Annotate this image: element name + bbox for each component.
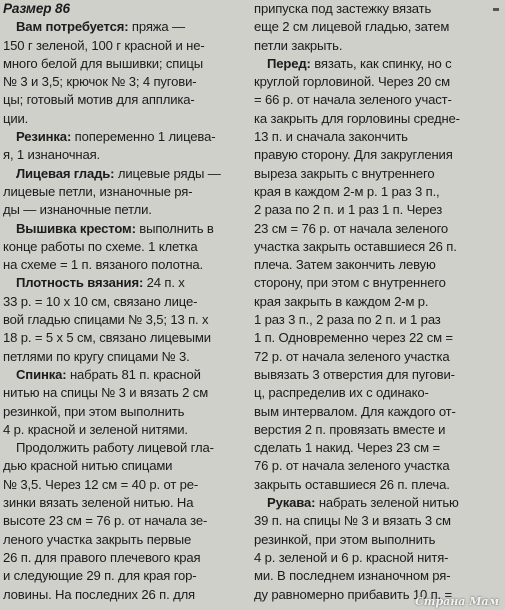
line-text: и следующие 29 п. для края гор-	[3, 568, 197, 584]
line-text: ды — изнаночные петли.	[3, 202, 152, 218]
line-text: сторону, при этом с внутреннего	[254, 275, 446, 291]
line-text: петли закрыть.	[254, 37, 343, 53]
text-line	[3, 457, 246, 475]
text-line	[3, 110, 246, 128]
text-line	[3, 421, 246, 439]
line-text: припуска под застежку вязать	[254, 1, 432, 16]
text-line	[254, 567, 500, 585]
line-text: петлями по кругу спицами № 3.	[3, 348, 190, 364]
line-text: 18 р. = 5 х 5 см, связано лицевыми	[3, 330, 211, 346]
line-text: 4 р. красной и зеленой нитями.	[3, 421, 188, 437]
line-text: пряжа —	[128, 19, 185, 35]
text-line	[3, 494, 246, 512]
line-text: = 66 р. от начала зеленого участ-	[254, 92, 452, 108]
text-line	[254, 238, 500, 256]
section-heading: Лицевая гладь:	[16, 165, 115, 181]
line-text: конце работы по схеме. 1 клетка	[3, 238, 198, 254]
line-text: набрать зеленой нитью	[315, 495, 459, 511]
text-line	[254, 348, 500, 366]
line-text: выполнить в	[135, 220, 214, 236]
text-line	[3, 183, 246, 201]
text-line	[254, 384, 500, 402]
text-line	[254, 329, 500, 347]
text-line	[3, 329, 246, 347]
line-text: верстия 2 п. провязать вместе и	[254, 421, 446, 437]
section-heading: Спинка:	[16, 366, 67, 382]
text-line	[3, 0, 246, 18]
text-line	[3, 293, 246, 311]
line-text: цы; готовый мотив для апплика-	[3, 92, 195, 108]
line-text: лицевые ряды —	[114, 165, 221, 181]
text-line	[3, 476, 246, 494]
text-line	[3, 256, 246, 274]
line-text: № 3 и 3,5; крючок № 3; 4 пугови-	[3, 74, 197, 90]
text-line	[3, 201, 246, 219]
line-text: 39 п. на спицы № 3 и вязать 3 см	[254, 513, 451, 529]
text-line	[254, 73, 500, 91]
line-text: 26 п. для правого плечевого края	[3, 549, 201, 565]
text-line	[3, 128, 246, 146]
text-line	[254, 274, 500, 292]
text-line	[254, 366, 500, 384]
text-line	[254, 91, 500, 109]
text-line	[254, 220, 500, 238]
line-text: резинкой, при этом выполнить	[3, 403, 185, 419]
text-line	[3, 146, 246, 164]
line-text: 4 р. зеленой и 6 р. красной нитя-	[254, 549, 449, 565]
line-text: ду равномерно прибавить 10 п. =	[254, 586, 453, 602]
text-line	[3, 403, 246, 421]
text-line	[254, 183, 500, 201]
section-heading: Плотность вязания:	[16, 275, 144, 291]
line-text: закрыть оставшиеся 26 п. плеча.	[254, 476, 450, 492]
text-line	[254, 457, 500, 475]
line-text: высоте 23 см = 76 р. от начала зе-	[3, 513, 208, 529]
corner-mark	[493, 8, 499, 11]
line-text: края в каждом 2-м р. 1 раз 3 п.,	[254, 183, 440, 199]
line-text: ми. В последнем изнаночном ря-	[254, 568, 451, 584]
text-line	[254, 512, 500, 530]
watermark: Страна Мам	[415, 595, 499, 608]
text-line	[3, 238, 246, 256]
line-text: дью красной нитью спицами	[3, 458, 173, 474]
line-text: леного участка закрыть первые	[3, 531, 192, 547]
line-text: № 3,5. Через 12 см = 40 р. от ре-	[3, 476, 199, 492]
line-text: 72 р. от начала зеленого участка	[254, 348, 450, 364]
text-line	[254, 128, 500, 146]
line-text: 1 п. Одновременно через 22 см =	[254, 330, 453, 346]
line-text: нитью на спицы № 3 и вязать 2 см	[3, 385, 209, 401]
text-line	[254, 165, 500, 183]
text-line	[254, 403, 500, 421]
section-heading: Перед:	[267, 55, 311, 71]
line-text: попеременно 1 лицева-	[71, 129, 216, 145]
text-line	[254, 55, 500, 73]
text-line	[3, 512, 246, 530]
section-heading: Вышивка крестом:	[16, 220, 136, 236]
line-text: вой гладью спицами № 3,5; 13 п. х	[3, 312, 209, 328]
line-text: резинкой, при этом выполнить	[254, 531, 436, 547]
text-line	[3, 37, 246, 55]
text-line	[3, 311, 246, 329]
text-line	[3, 549, 246, 567]
line-text: края закрыть в каждом 2-м р.	[254, 293, 429, 309]
line-text: 150 г зеленой, 100 г красной и не-	[3, 37, 205, 53]
section-heading: Размер 86	[3, 1, 70, 16]
line-text: 76 р. от начала зеленого участка	[254, 458, 450, 474]
text-line	[254, 531, 500, 549]
section-heading: Резинка:	[16, 129, 72, 145]
line-text: вязать, как спинку, но с	[310, 55, 452, 71]
text-line	[3, 531, 246, 549]
text-line	[254, 439, 500, 457]
line-text: 24 п. х	[143, 275, 185, 291]
line-text: 1 раз 3 п., 2 раза по 2 п. и 1 раз	[254, 312, 441, 328]
line-text: выреза закрыть с внутреннего	[254, 165, 435, 181]
line-text: вым интервалом. Для каждого от-	[254, 403, 456, 419]
text-line	[3, 384, 246, 402]
section-heading: Рукава:	[267, 495, 316, 511]
line-text: 33 р. = 10 х 10 см, связано лице-	[3, 293, 198, 309]
text-line	[254, 421, 500, 439]
text-line	[3, 55, 246, 73]
line-text: 13 п. и сначала закончить	[254, 129, 408, 145]
line-text: на схеме = 1 п. вязаного полотна.	[3, 257, 204, 273]
line-text: ц, распределив их с одинако-	[254, 385, 429, 401]
text-line	[254, 494, 500, 512]
text-line	[254, 293, 500, 311]
text-line	[254, 146, 500, 164]
line-text: 2 раза по 2 п. и 1 раз 1 п. Через	[254, 202, 443, 218]
line-text: плеча. Затем закончить левую	[254, 257, 436, 273]
text-line	[3, 567, 246, 585]
line-text: вывязать 3 отверстия для пугови-	[254, 366, 455, 382]
text-line	[3, 165, 246, 183]
text-line	[3, 91, 246, 109]
text-line	[254, 549, 500, 567]
text-line	[254, 110, 500, 128]
text-line	[3, 18, 246, 36]
line-text: набрать 81 п. красной	[66, 366, 201, 382]
line-text: правую сторону. Для закругления	[254, 147, 453, 163]
text-line	[3, 274, 246, 292]
line-text: много белой для вышивки; спицы	[3, 55, 203, 71]
text-line	[254, 311, 500, 329]
left-column	[3, 0, 246, 604]
line-text: ловины. На последних 26 п. для	[3, 586, 195, 602]
text-line	[254, 476, 500, 494]
line-text: еще 2 см лицевой гладью, затем	[254, 19, 450, 35]
text-line	[3, 586, 246, 604]
text-line	[254, 37, 500, 55]
line-text: лицевые петли, изнаночные ря-	[3, 183, 193, 199]
line-text: сделать 1 накид. Через 23 см =	[254, 440, 440, 456]
text-line	[3, 439, 246, 457]
text-line	[254, 18, 500, 36]
text-line	[254, 256, 500, 274]
right-column	[254, 0, 500, 604]
text-line	[3, 348, 246, 366]
line-text: 23 см = 76 р. от начала зеленого	[254, 220, 449, 236]
line-text: я, 1 изнаночная.	[3, 147, 101, 163]
text-line	[3, 73, 246, 91]
line-text: ции.	[3, 110, 29, 126]
line-text: Продолжить работу лицевой гла-	[16, 440, 214, 456]
text-line	[254, 0, 500, 18]
text-line	[254, 201, 500, 219]
line-text: зинки вязать зеленой нитью. На	[3, 495, 194, 511]
section-heading: Вам потребуется:	[16, 19, 129, 35]
line-text: ка закрыть для горловины средне-	[254, 110, 460, 126]
line-text: участка закрыть оставшиеся 26 п.	[254, 238, 457, 254]
line-text: круглой горловиной. Через 20 см	[254, 74, 450, 90]
text-line	[3, 220, 246, 238]
text-line	[3, 366, 246, 384]
